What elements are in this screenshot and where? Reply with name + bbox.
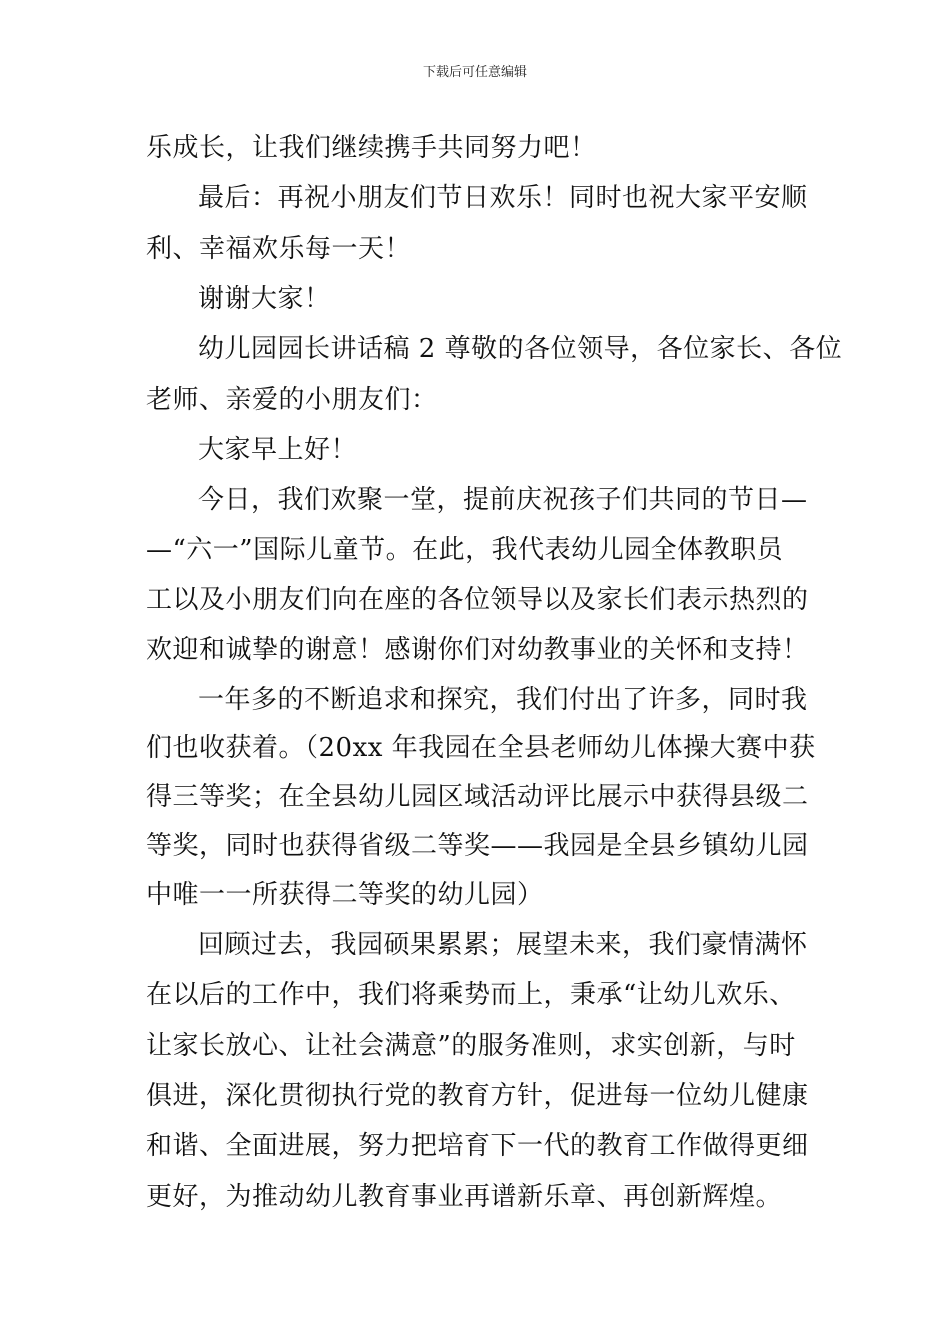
body-line: 今日，我们欢聚一堂，提前庆祝孩子们共同的节日— [198,485,808,515]
body-line: 俱进，深化贯彻执行党的教育方针，促进每一位幼儿健康 [146,1081,809,1111]
page-header-note: 下载后可任意编辑 [422,65,527,80]
body-line: 们也收获着。（20xx 年我园在全县老师幼儿体操大赛中获 [146,733,816,763]
body-line: 在以后的工作中，我们将乘势而上，秉承“让幼儿欢乐、 [146,980,796,1010]
body-line: 更好，为推动幼儿教育事业再谱新乐章、再创新辉煌。 [146,1182,783,1212]
body-line: 等奖，同时也获得省级二等奖——我园是全县乡镇幼儿园 [146,831,809,861]
body-line: 幼儿园园长讲话稿 2 尊敬的各位领导，各位家长、各位 [198,334,843,364]
body-line: 得三等奖；在全县幼儿园区域活动评比展示中获得县级二 [146,782,809,812]
body-line: 一年多的不断追求和探究，我们付出了许多，同时我 [198,685,808,715]
body-line: 回顾过去，我园硕果累累；展望未来，我们豪情满怀 [198,930,808,960]
body-line: 利、幸福欢乐每一天！ [146,234,412,264]
body-line: 老师、亲爱的小朋友们： [146,385,438,415]
body-line: 让家长放心、让社会满意”的服务准则，求实创新，与时 [146,1031,796,1061]
body-line: 欢迎和诚挚的谢意！感谢你们对幼教事业的关怀和支持！ [146,635,809,665]
body-line: 乐成长，让我们继续携手共同努力吧！ [146,133,597,163]
body-line: 和谐、全面进展，努力把培育下一代的教育工作做得更细 [146,1131,809,1161]
body-line: 谢谢大家！ [198,284,331,314]
body-line: 中唯一一所获得二等奖的幼儿园） [146,880,544,910]
body-line: —“六一”国际儿童节。在此，我代表幼儿园全体教职员 [146,535,784,565]
body-line: 大家早上好！ [198,435,358,465]
body-line: 最后：再祝小朋友们节日欢乐！同时也祝大家平安顺 [198,183,808,213]
body-line: 工以及小朋友们向在座的各位领导以及家长们表示热烈的 [146,585,809,615]
